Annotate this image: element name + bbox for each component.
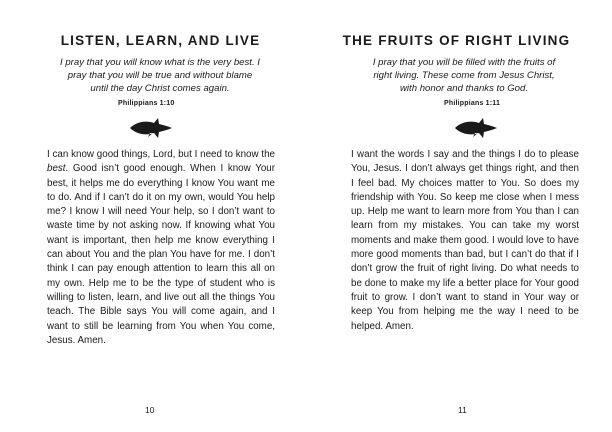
page-number: 10 bbox=[145, 405, 155, 415]
scripture-reference: Philippians 1:10 bbox=[118, 100, 175, 107]
body-text-run: . Good isn’t good enough. When I know Your best, it helps me do everything I know You want me to do. And if I can’t do it on my own, would You help me? I know I will need Your help, so I don’t want to waste time by not asking now. If knowing what You want is important, then help me know everything I can about You and the plan You have for me. I don’t think I can pay enough attention to learn this all on my own. Help me to be the type of student who is willing to listen, learn, and live out all the things You teach. The Bible says You will come again, and I want to still be learning from You when You come, Jesus. Amen. bbox=[47, 163, 275, 346]
page-title: LISTEN, LEARN, AND LIVE bbox=[60, 33, 261, 48]
fish-icon bbox=[128, 117, 174, 139]
page-title: THE FRUITS OF RIGHT LIVING bbox=[342, 33, 571, 48]
body-text-run: I can know good things, Lord, but I need to know the bbox=[47, 149, 275, 160]
scripture-reference: Philippians 1:11 bbox=[444, 100, 501, 107]
scripture-verse: I pray that you will know what is the very best. I pray that you will be true and without blame until the day Christ comes again. bbox=[60, 57, 260, 95]
fish-icon bbox=[453, 117, 499, 139]
body-text-run: I want the words I say and the things I do to please You, Jesus. I don’t always get things right, and then I feel bad. My choices matter to You. So does my friendship with You. So keep me close when I mess up. Help me want to learn more from You than I can learn from my mistakes. You can take my worst moments and make them good. I would love to have more good moments than bad, but I can’t do that if I don’t grow the fruit of right living. Do what needs to be done to make my life a better place for Your good fruit to grow. I don’t want to stand in Your way or keep You from helping me the way I need to be helped. Amen. bbox=[351, 149, 579, 332]
right-page bbox=[306, 0, 612, 432]
emphasized-text: best bbox=[47, 163, 66, 175]
prayer-body bbox=[351, 148, 579, 334]
scripture-verse: I pray that you will be filled with the fruits of right living. These come from Jesus Christ, with honor and thanks to God. bbox=[372, 57, 556, 95]
page-number: 11 bbox=[458, 405, 467, 415]
prayer-body bbox=[47, 148, 275, 348]
